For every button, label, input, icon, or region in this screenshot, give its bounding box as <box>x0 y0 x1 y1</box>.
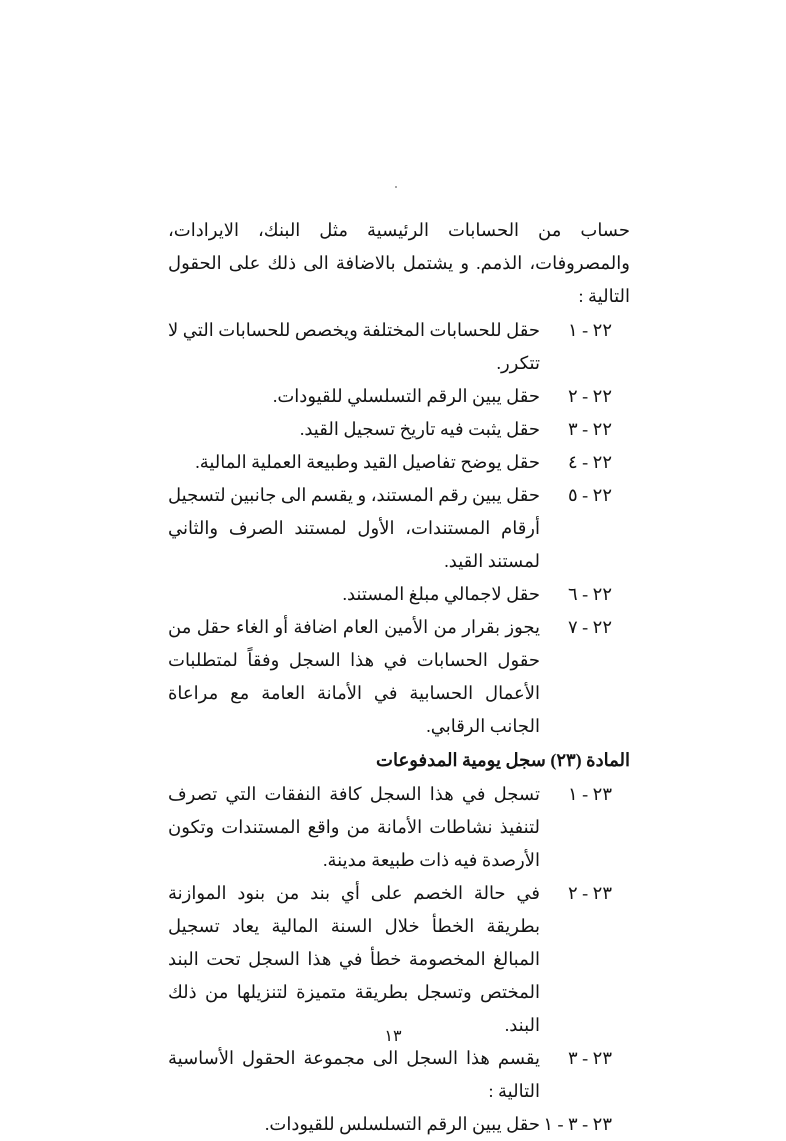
item-number: ٢٢ - ٥ <box>567 485 612 505</box>
list-item <box>168 578 630 611</box>
item-number: ٢٢ - ٤ <box>567 452 612 472</box>
item-number: ٢٢ - ٣ <box>567 419 612 439</box>
list-item <box>168 413 630 446</box>
item-text: حقل يبين الرقم التسلسلس للقيودات. <box>264 1114 540 1134</box>
item-text: حقل للحسابات المختلفة ويخصص للحسابات التي لا تتكرر. <box>168 320 540 373</box>
item-text: يقسم هذا السجل الى مجموعة الحقول الأساسية التالية : <box>168 1048 540 1101</box>
item-text: حقل يبين الرقم التسلسلي للقيودات. <box>272 386 540 406</box>
list-item <box>168 479 630 578</box>
intro-paragraph: حساب من الحسابات الرئيسية مثل البنك، الايرادات، والمصروفات، الذمم. و يشتمل بالاضافة الى ذلك على الحقول التالية : <box>168 220 630 306</box>
item-number: ٢٢ - ٧ <box>567 617 612 637</box>
item-text: حقل لاجمالي مبلغ المستند. <box>342 584 540 604</box>
item-number: ٢٣ - ٢ <box>567 883 612 903</box>
item-text: حقل يثبت فيه تاريخ تسجيل القيد. <box>299 419 540 439</box>
item-text: يجوز بقرار من الأمين العام اضافة أو الغاء حقل من حقول الحسابات في هذا السجل وفقاً لمتطلبات الأعمال الحسابية في الأمانة العامة مع مراعاة الجانب الرقابي. <box>168 617 540 736</box>
page-number: ١٣ <box>384 1028 402 1045</box>
list-item <box>168 778 630 877</box>
item-number: ٢٣ - ٣ <box>567 1048 612 1068</box>
item-number: ٢٢ - ٦ <box>567 584 612 604</box>
item-text: في حالة الخصم على أي بند من بنود الموازنة بطريقة الخطأ خلال السنة المالية يعاد تسجيل المبالغ المخصومة خطأ في هذا السجل تحت البند المختص وتسجل بطريقة متميزة لتنزيلها من ذلك البند. <box>168 883 540 1035</box>
list-item <box>168 446 630 479</box>
item-text: حقل يوضح تفاصيل القيد وطبيعة العملية المالية. <box>195 452 540 472</box>
list-item <box>168 1108 630 1141</box>
item-number: ٢٢ - ٢ <box>567 386 612 406</box>
item-number: ٢٣ - ٣ - ١ <box>543 1114 612 1134</box>
item-number: ٢٢ - ١ <box>567 320 612 340</box>
scan-artifact <box>395 186 397 188</box>
item-text: تسجل في هذا السجل كافة النفقات التي تصرف لتنفيذ نشاطات الأمانة من واقع المستندات وتكون الأرصدة فيه ذات طبيعة مدينة. <box>168 784 540 870</box>
list-item <box>168 314 630 380</box>
body-text <box>168 214 630 1141</box>
list-item <box>168 611 630 743</box>
item-text: حقل يبين رقم المستند، و يقسم الى جانبين لتسجيل أرقام المستندات، الأول لمستند الصرف والثاني لمستند القيد. <box>168 485 540 571</box>
article-23-heading: المادة (٢٣) سجل يومية المدفوعات <box>376 750 630 770</box>
item-number: ٢٣ - ١ <box>567 784 612 804</box>
list-item <box>168 877 630 1042</box>
list-item <box>168 1042 630 1108</box>
list-item <box>168 380 630 413</box>
